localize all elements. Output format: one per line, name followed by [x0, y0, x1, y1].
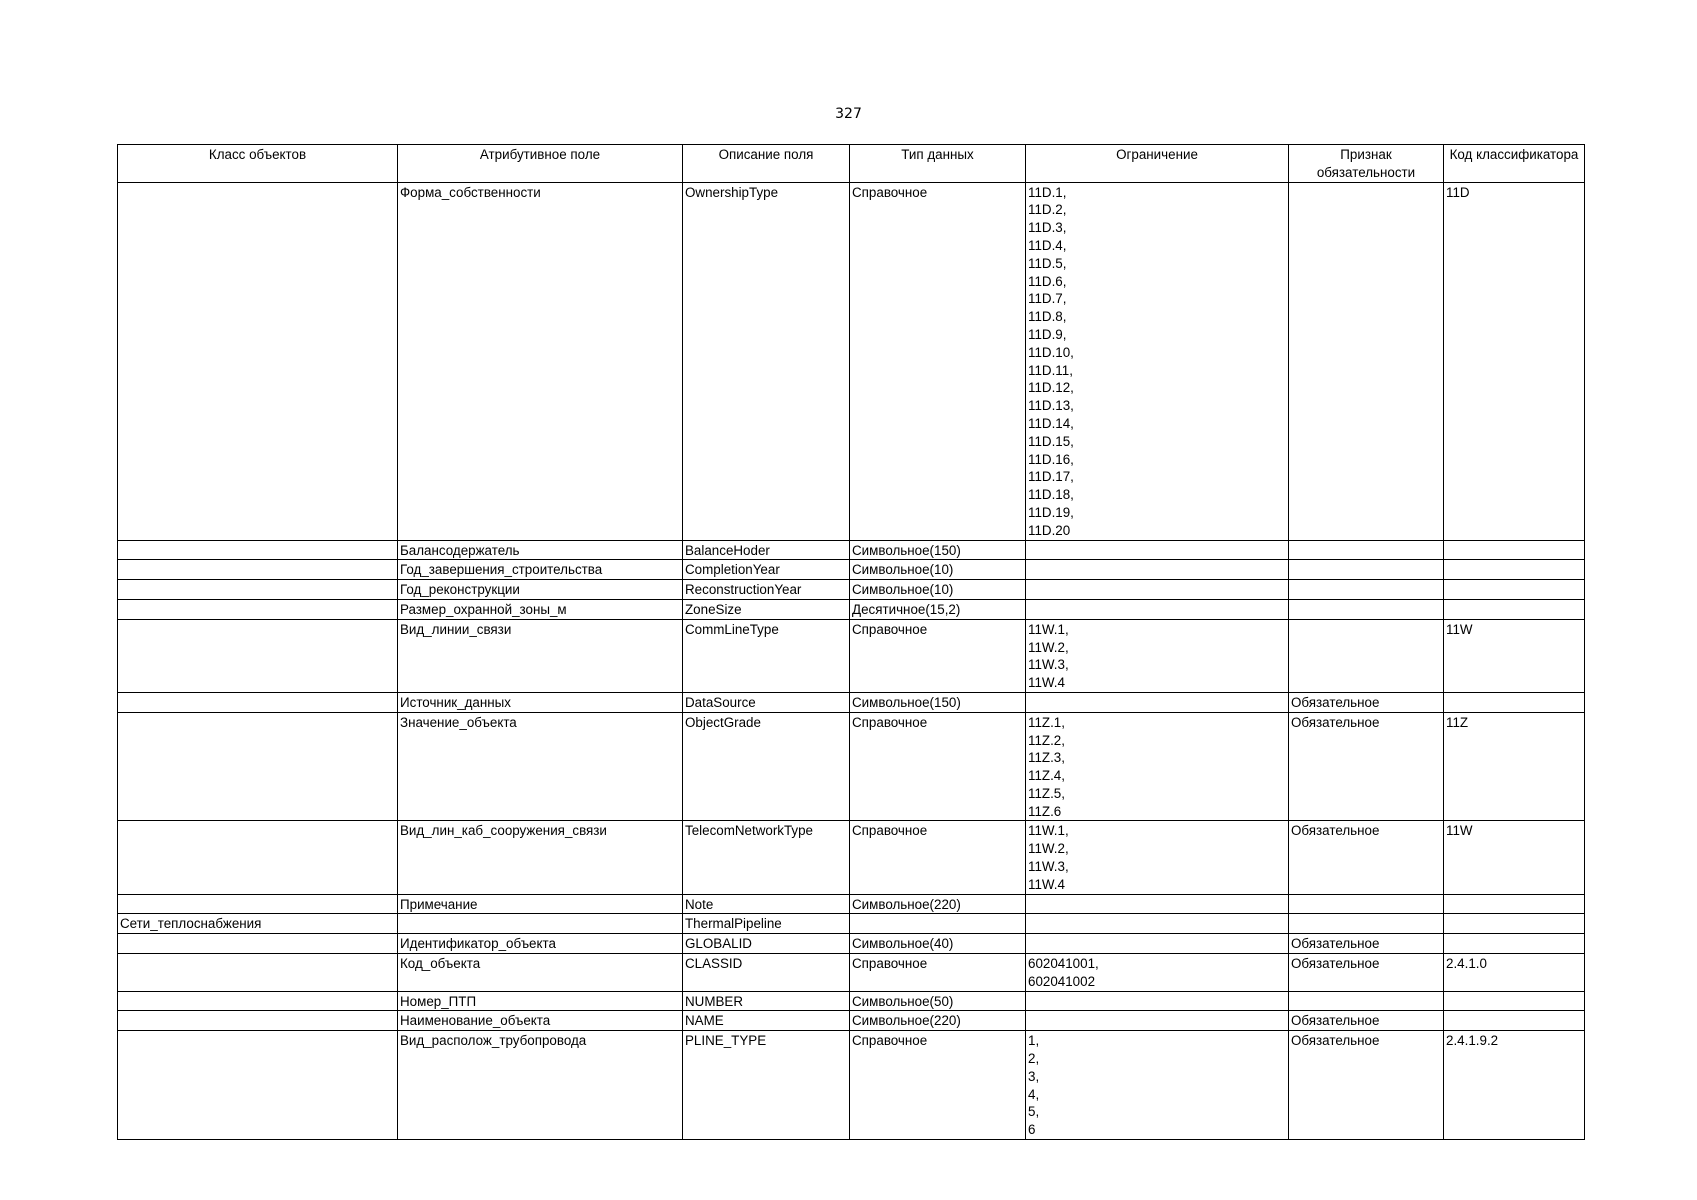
- cell-required-flag: [1289, 991, 1444, 1011]
- cell-attribute-field: Год_завершения_строительства: [398, 560, 683, 580]
- cell-object-class: [118, 991, 398, 1011]
- header-attribute-field: Атрибутивное поле: [398, 145, 683, 183]
- cell-attribute-field: Балансодержатель: [398, 540, 683, 560]
- cell-attribute-field: Наименование_объекта: [398, 1011, 683, 1031]
- table-row: [118, 954, 1585, 992]
- cell-constraint: [1026, 580, 1289, 600]
- cell-attribute-field: Размер_охранной_зоны_м: [398, 599, 683, 619]
- cell-attribute-field: Значение_объекта: [398, 712, 683, 821]
- cell-required-flag: Обязательное: [1289, 954, 1444, 992]
- cell-classifier-code: 11Z: [1444, 712, 1585, 821]
- cell-field-description: TelecomNetworkType: [683, 821, 850, 894]
- page-number: 327: [835, 106, 862, 122]
- cell-attribute-field: Год_реконструкции: [398, 580, 683, 600]
- cell-constraint: [1026, 914, 1289, 934]
- cell-field-description: PLINE_TYPE: [683, 1031, 850, 1140]
- cell-field-description: BalanceHoder: [683, 540, 850, 560]
- cell-field-description: OwnershipType: [683, 182, 850, 540]
- table-row: [118, 1011, 1585, 1031]
- cell-classifier-code: [1444, 991, 1585, 1011]
- header-required-flag: Признак обязательности: [1289, 145, 1444, 183]
- table-header-row: [118, 145, 1585, 183]
- header-classifier-code: Код классификатора: [1444, 145, 1585, 183]
- cell-data-type: Символьное(50): [850, 991, 1026, 1011]
- cell-attribute-field: [398, 914, 683, 934]
- cell-required-flag: Обязательное: [1289, 1011, 1444, 1031]
- cell-object-class: [118, 560, 398, 580]
- cell-data-type: Символьное(150): [850, 692, 1026, 712]
- cell-field-description: ZoneSize: [683, 599, 850, 619]
- cell-field-description: ReconstructionYear: [683, 580, 850, 600]
- cell-field-description: ObjectGrade: [683, 712, 850, 821]
- cell-constraint: [1026, 599, 1289, 619]
- table-row: [118, 894, 1585, 914]
- cell-constraint: 11Z.1, 11Z.2, 11Z.3, 11Z.4, 11Z.5, 11Z.6: [1026, 712, 1289, 821]
- cell-constraint: 602041001, 602041002: [1026, 954, 1289, 992]
- table-row: [118, 599, 1585, 619]
- cell-data-type: [850, 914, 1026, 934]
- cell-constraint: 11W.1, 11W.2, 11W.3, 11W.4: [1026, 821, 1289, 894]
- cell-attribute-field: Вид_линии_связи: [398, 619, 683, 692]
- table-row: [118, 934, 1585, 954]
- cell-attribute-field: Код_объекта: [398, 954, 683, 992]
- table-row: [118, 914, 1585, 934]
- cell-constraint: [1026, 934, 1289, 954]
- cell-object-class: [118, 1031, 398, 1140]
- table-row: [118, 1031, 1585, 1140]
- cell-data-type: Символьное(220): [850, 894, 1026, 914]
- cell-required-flag: Обязательное: [1289, 934, 1444, 954]
- cell-attribute-field: Вид_лин_каб_сооружения_связи: [398, 821, 683, 894]
- cell-object-class: [118, 182, 398, 540]
- cell-attribute-field: Форма_собственности: [398, 182, 683, 540]
- cell-classifier-code: 2.4.1.0: [1444, 954, 1585, 992]
- cell-data-type: Справочное: [850, 712, 1026, 821]
- cell-constraint: 1, 2, 3, 4, 5, 6: [1026, 1031, 1289, 1140]
- cell-classifier-code: [1444, 560, 1585, 580]
- cell-required-flag: [1289, 914, 1444, 934]
- header-object-class: Класс объектов: [118, 145, 398, 183]
- cell-attribute-field: Вид_располож_трубопровода: [398, 1031, 683, 1140]
- cell-data-type: Символьное(220): [850, 1011, 1026, 1031]
- table-row: [118, 182, 1585, 540]
- cell-constraint: [1026, 560, 1289, 580]
- cell-data-type: Справочное: [850, 821, 1026, 894]
- table-row: [118, 712, 1585, 821]
- cell-field-description: CLASSID: [683, 954, 850, 992]
- cell-object-class: [118, 1011, 398, 1031]
- cell-classifier-code: [1444, 540, 1585, 560]
- cell-attribute-field: Идентификатор_объекта: [398, 934, 683, 954]
- attribute-table: [117, 144, 1585, 1140]
- cell-constraint: [1026, 991, 1289, 1011]
- table-row: [118, 580, 1585, 600]
- cell-object-class: [118, 821, 398, 894]
- cell-required-flag: [1289, 580, 1444, 600]
- cell-required-flag: Обязательное: [1289, 1031, 1444, 1140]
- cell-attribute-field: Примечание: [398, 894, 683, 914]
- cell-field-description: ThermalPipeline: [683, 914, 850, 934]
- cell-data-type: Справочное: [850, 182, 1026, 540]
- cell-field-description: CompletionYear: [683, 560, 850, 580]
- cell-field-description: DataSource: [683, 692, 850, 712]
- cell-classifier-code: 11D: [1444, 182, 1585, 540]
- cell-classifier-code: [1444, 599, 1585, 619]
- cell-field-description: CommLineType: [683, 619, 850, 692]
- cell-data-type: Справочное: [850, 619, 1026, 692]
- cell-field-description: NUMBER: [683, 991, 850, 1011]
- cell-classifier-code: [1444, 580, 1585, 600]
- cell-attribute-field: Источник_данных: [398, 692, 683, 712]
- cell-required-flag: [1289, 599, 1444, 619]
- cell-object-class: [118, 540, 398, 560]
- cell-required-flag: Обязательное: [1289, 821, 1444, 894]
- table-row: [118, 821, 1585, 894]
- cell-object-class: [118, 619, 398, 692]
- cell-classifier-code: [1444, 914, 1585, 934]
- cell-classifier-code: [1444, 934, 1585, 954]
- cell-required-flag: [1289, 894, 1444, 914]
- cell-object-class: [118, 712, 398, 821]
- cell-attribute-field: Номер_ПТП: [398, 991, 683, 1011]
- cell-constraint: [1026, 692, 1289, 712]
- cell-classifier-code: [1444, 1011, 1585, 1031]
- cell-data-type: Десятичное(15,2): [850, 599, 1026, 619]
- cell-constraint: [1026, 894, 1289, 914]
- cell-object-class: [118, 894, 398, 914]
- cell-field-description: NAME: [683, 1011, 850, 1031]
- cell-data-type: Символьное(10): [850, 560, 1026, 580]
- cell-data-type: Символьное(40): [850, 934, 1026, 954]
- cell-data-type: Справочное: [850, 954, 1026, 992]
- table-row: [118, 560, 1585, 580]
- cell-object-class: [118, 599, 398, 619]
- table-row: [118, 692, 1585, 712]
- cell-classifier-code: [1444, 894, 1585, 914]
- cell-object-class: [118, 580, 398, 600]
- cell-data-type: Символьное(10): [850, 580, 1026, 600]
- cell-required-flag: [1289, 560, 1444, 580]
- cell-required-flag: [1289, 619, 1444, 692]
- cell-required-flag: Обязательное: [1289, 692, 1444, 712]
- cell-constraint: [1026, 1011, 1289, 1031]
- cell-required-flag: [1289, 540, 1444, 560]
- cell-classifier-code: 11W: [1444, 821, 1585, 894]
- table-row: [118, 619, 1585, 692]
- cell-classifier-code: 11W: [1444, 619, 1585, 692]
- cell-field-description: Note: [683, 894, 850, 914]
- cell-object-class: [118, 934, 398, 954]
- header-field-description: Описание поля: [683, 145, 850, 183]
- cell-data-type: Символьное(150): [850, 540, 1026, 560]
- cell-classifier-code: 2.4.1.9.2: [1444, 1031, 1585, 1140]
- cell-constraint: 11D.1, 11D.2, 11D.3, 11D.4, 11D.5, 11D.6, 11D.7, 11D.8, 11D.9, 11D.10, 11D.11, 11D.12, 11D.13, 11D.14, 11D.15, 11D.16, 11D.17, 11D.18, 11D.19, 11D.20: [1026, 182, 1289, 540]
- cell-object-class: Сети_теплоснабжения: [118, 914, 398, 934]
- table-body: [118, 182, 1585, 1139]
- header-data-type: Тип данных: [850, 145, 1026, 183]
- cell-required-flag: Обязательное: [1289, 712, 1444, 821]
- cell-classifier-code: [1444, 692, 1585, 712]
- cell-constraint: [1026, 540, 1289, 560]
- table-row: [118, 540, 1585, 560]
- cell-field-description: GLOBALID: [683, 934, 850, 954]
- header-constraint: Ограничение: [1026, 145, 1289, 183]
- cell-object-class: [118, 692, 398, 712]
- table-row: [118, 991, 1585, 1011]
- cell-required-flag: [1289, 182, 1444, 540]
- cell-data-type: Справочное: [850, 1031, 1026, 1140]
- cell-constraint: 11W.1, 11W.2, 11W.3, 11W.4: [1026, 619, 1289, 692]
- cell-object-class: [118, 954, 398, 992]
